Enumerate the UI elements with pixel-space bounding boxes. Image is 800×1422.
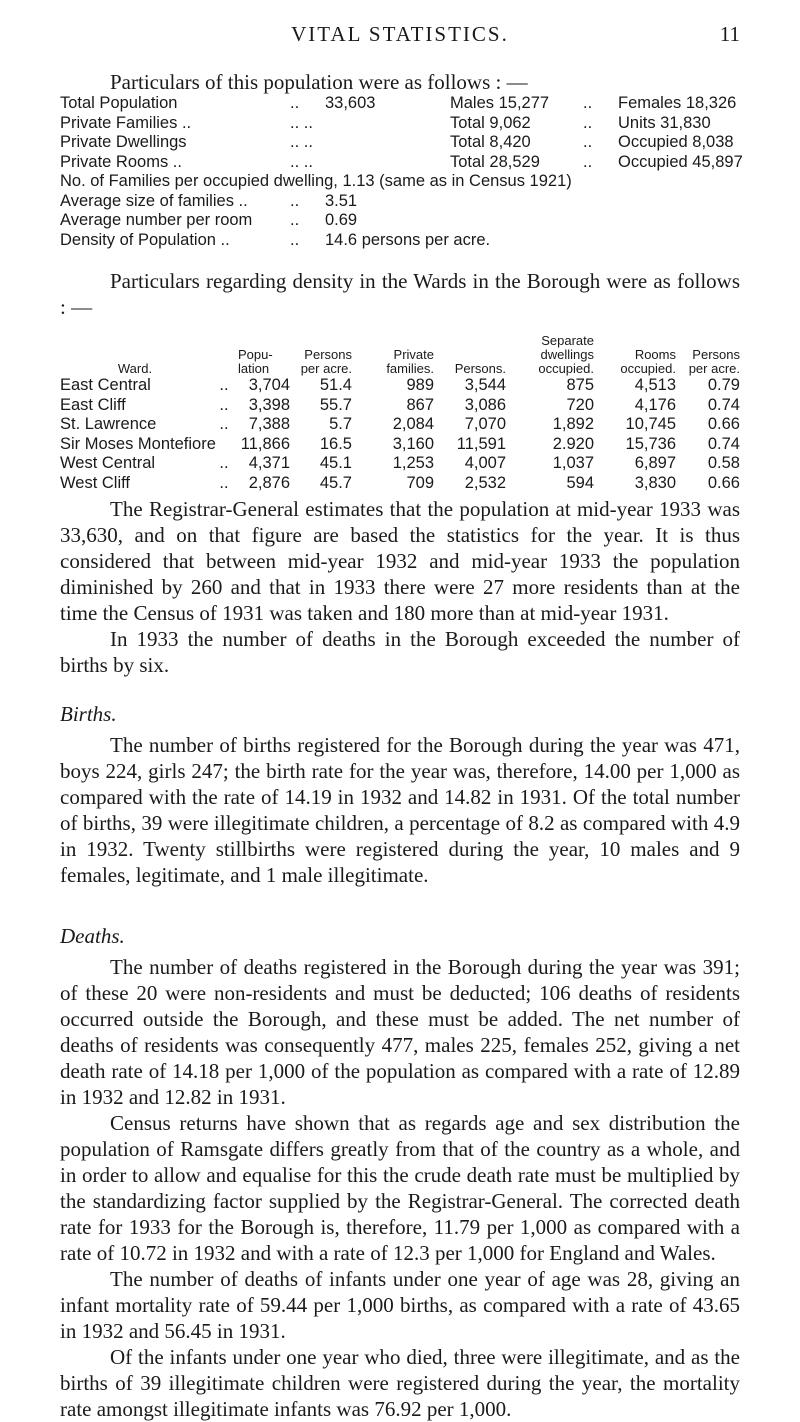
cell: 1,253	[392, 454, 434, 473]
estimate-section	[60, 496, 740, 678]
population-intro: Particulars of this population were as follows : —	[110, 70, 528, 94]
cell: 594	[566, 473, 594, 492]
infant-mortality-paragraph: The number of deaths of infants under one year of age was 28, giving an infant mortality rate of 59.44 per 1,000 births, as compared with a rate of 43.65 in 1932 and 56.45 in 1931.	[60, 1267, 740, 1343]
cell: 0.66	[707, 473, 740, 492]
population-row	[60, 94, 760, 114]
leader-dots: ..	[583, 94, 593, 112]
cell: 11,591	[456, 434, 506, 453]
cell: 4,371	[248, 454, 290, 473]
cell: 4,007	[464, 454, 506, 473]
leader-dots: ..	[219, 395, 229, 414]
row-detail-2: Units 31,830	[618, 113, 711, 132]
cell: 2,532	[464, 473, 506, 492]
row-label: Density of Population ..	[60, 230, 230, 249]
cell: 0.58	[707, 454, 740, 473]
col-persons: Persons.	[454, 361, 506, 376]
cell: 2,084	[392, 415, 434, 434]
cell: 55.7	[319, 395, 352, 414]
leader-dots: ..	[219, 415, 229, 434]
cell: 1,037	[552, 454, 594, 473]
leader-dots: ..	[583, 152, 593, 171]
wards-intro	[60, 268, 740, 320]
cell: 709	[406, 473, 434, 492]
cell: 45.1	[319, 454, 352, 473]
cell: 3,544	[464, 376, 506, 395]
cell: 16.5	[319, 434, 352, 453]
population-row	[60, 192, 760, 212]
leader-dots: ..	[583, 133, 593, 151]
estimate-paragraph: The Registrar-General estimates that the population at mid-year 1933 was 33,630, and on that figure are based the statistics for the year. It is thus considered that between mid-year 1932 and mid-year 1933 the population diminished by 260 and that in 1933 there were 27 more residents than at the time the Census of 1931 was taken and 180 more than at mid-year 1931.	[60, 497, 740, 625]
row-label: Private Dwellings	[60, 133, 187, 151]
cell: 3,704	[248, 376, 290, 395]
population-row	[60, 153, 760, 173]
cell: 45.7	[319, 473, 352, 492]
leader-dots: ..	[290, 191, 300, 210]
col-rooms: Rooms occupied.	[620, 347, 676, 376]
table-header-row	[60, 334, 740, 376]
leader-dots: ..	[219, 473, 229, 492]
page-number: 11	[719, 22, 740, 46]
cell: 15,736	[625, 434, 676, 453]
population-row	[60, 231, 760, 251]
row-value: 3.51	[325, 191, 358, 210]
deaths-vs-births-paragraph: In 1933 the number of deaths in the Borough exceeded the number of births by six.	[60, 627, 740, 677]
ward-name: West Cliff	[60, 473, 130, 492]
col-population: Popu-lation	[238, 347, 273, 376]
row-label: Average size of families ..	[60, 191, 248, 210]
population-row	[60, 133, 760, 153]
row-detail: Total 9,062	[450, 113, 531, 132]
leader-dots: ..	[290, 211, 300, 229]
cell: 3,398	[248, 395, 290, 414]
cell: 0.74	[707, 434, 740, 453]
births-paragraph: The number of births registered for the Borough during the year was 471, boys 224, girls 247; the birth rate for the year was, therefore, 14.00 per 1,000 as compared with the rate of 14.19 in 1932 and 14.82 in 1931. Of the total number of births, 39 were illegitimate children, a percentage of 8.2 as compared with 4.9 in 1932. Twenty stillbirths were registered during the year, 10 males and 9 females, legitimate, and 1 male illegitimate.	[60, 733, 740, 887]
cell: 720	[566, 395, 594, 414]
cell: 3,160	[392, 434, 434, 453]
running-head	[0, 22, 800, 52]
row-detail: Total 28,529	[450, 152, 540, 171]
cell: 989	[406, 376, 434, 395]
cell: 3,830	[634, 473, 676, 492]
population-particulars	[60, 94, 760, 250]
cell: 875	[566, 376, 594, 395]
ward-name: St. Lawrence	[60, 415, 157, 434]
cell: 3,086	[464, 395, 506, 414]
col-persons-per-acre: Persons per acre.	[300, 347, 352, 376]
illegitimate-infants-paragraph: Of the infants under one year who died, three were illegitimate, and as the births of 39 illegitimate children were registered during the year, the mortality rate amongst illegitimate infants was 76.92 per 1,000.	[60, 1345, 740, 1421]
cell: 51.4	[319, 376, 352, 395]
row-detail: Total 8,420	[450, 133, 531, 151]
table-row	[60, 415, 740, 435]
col-dwellings: Separate dwellings occupied.	[538, 333, 594, 376]
deaths-heading: Deaths.	[60, 924, 125, 948]
leader-dots: ..	[583, 113, 593, 132]
cell: 5.7	[329, 415, 352, 434]
row-detail-2: Occupied 45,897	[618, 152, 743, 171]
wards-intro-text: Particulars regarding density in the Wards in the Borough were as follows : —	[60, 269, 740, 319]
ward-name: Sir Moses Montefiore	[60, 434, 216, 453]
col-private-families: Private families.	[386, 347, 434, 376]
row-label: Private Families ..	[60, 113, 192, 132]
cell: 7,388	[248, 415, 290, 434]
row-value: 33,603	[325, 94, 376, 112]
births-heading: Births.	[60, 702, 117, 726]
cell: 6,897	[634, 454, 676, 473]
row-label: Total Population	[60, 94, 178, 112]
cell: 867	[406, 395, 434, 414]
births-section	[60, 732, 740, 888]
leader-dots: .. ..	[290, 152, 313, 171]
row-detail-2: Females 18,326	[618, 94, 737, 112]
table-row	[60, 376, 740, 396]
deaths-section	[60, 954, 740, 1422]
col-spacer	[210, 334, 238, 376]
cell: 11,866	[240, 434, 290, 453]
ward-name: West Central	[60, 454, 156, 473]
cell: 0.74	[707, 395, 740, 414]
cell: 2.920	[552, 434, 594, 453]
ward-name: East Central	[60, 376, 151, 395]
row-value: 0.69	[325, 211, 358, 229]
row-label: Average number per room	[60, 211, 253, 229]
cell: 2,876	[248, 473, 290, 492]
row-label: Private Rooms ..	[60, 152, 182, 171]
table-row	[60, 435, 740, 455]
cell: 4,176	[634, 395, 676, 414]
deaths-paragraph: The number of deaths registered in the Borough during the year was 391; of these 20 were non-residents and must be deducted; 106 deaths of residents occurred outside the Borough, and these must be added. The net number of deaths of residents was consequently 477, males 225, females 252, giving a net death rate of 14.18 per 1,000 of the population as compared with a rate of 12.89 in 1932 and 12.82 in 1931.	[60, 955, 740, 1109]
census-paragraph: Census returns have shown that as regards age and sex distribution the population of Ramsgate differs greatly from that of the country as a whole, and in order to allow and equalise for this the crude death rate must be multiplied by the standardizing factor supplied by the Registrar-General. The corrected death rate for 1933 for the Borough is, therefore, 11.79 per 1,000 as compared with a rate of 10.72 in 1932 and with a rate of 12.3 per 1,000 for England and Wales.	[60, 1111, 740, 1265]
cell: 7,070	[464, 415, 506, 434]
col-persons-per-room: Persons per acre.	[688, 347, 740, 376]
leader-dots: ..	[290, 94, 300, 112]
table-row	[60, 454, 740, 474]
wards-table	[60, 334, 740, 493]
cell: 0.66	[707, 415, 740, 434]
leader-dots: ..	[219, 376, 229, 395]
leader-dots: .. ..	[290, 133, 313, 151]
col-ward: Ward.	[117, 361, 153, 376]
population-row	[60, 211, 760, 231]
running-head-title: VITAL STATISTICS.	[291, 22, 509, 46]
cell: 0.79	[707, 376, 740, 395]
population-row	[60, 172, 760, 192]
cell: 10,745	[625, 415, 676, 434]
cell: 4,513	[634, 376, 676, 395]
leader-dots: .. ..	[290, 113, 313, 132]
population-row	[60, 114, 760, 134]
leader-dots: ..	[290, 230, 300, 249]
ward-name: East Cliff	[60, 395, 126, 414]
row-detail: Males 15,277	[450, 94, 550, 112]
leader-dots: ..	[219, 454, 229, 473]
row-label: No. of Families per occupied dwelling, 1.13 (same as in Census 1921)	[60, 172, 572, 190]
cell: 1,892	[552, 415, 594, 434]
row-value: 14.6 persons per acre.	[325, 230, 491, 249]
table-row	[60, 474, 740, 494]
table-row	[60, 396, 740, 416]
row-detail-2: Occupied 8,038	[618, 133, 734, 151]
